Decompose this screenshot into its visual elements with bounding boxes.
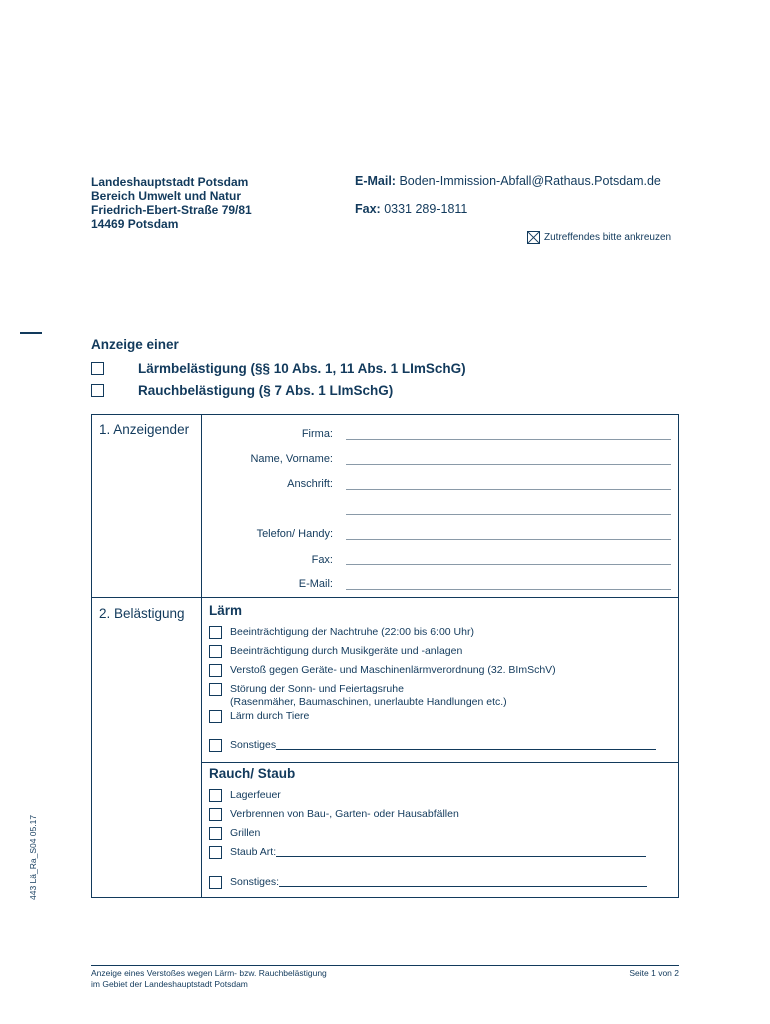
- rauch-item-staub[interactable]: [209, 846, 646, 859]
- field-label-name: Name, Vorname:: [250, 453, 333, 465]
- check-hint: [527, 231, 671, 244]
- rauch-lagerfeuer-checkbox[interactable]: [209, 789, 222, 802]
- field-label-fax: Fax:: [311, 554, 333, 566]
- laerm-item-maschinen[interactable]: [209, 664, 556, 677]
- field-label-email: E-Mail:: [298, 578, 333, 590]
- laerm-musik-checkbox[interactable]: [209, 645, 222, 658]
- email-value[interactable]: Boden-Immission-Abfall@Rathaus.Potsdam.de: [399, 174, 661, 188]
- laerm-item-sonntag[interactable]: [209, 683, 507, 709]
- recipient-address: [91, 175, 252, 231]
- email-line: [355, 174, 661, 188]
- rauch-item-lagerfeuer[interactable]: [209, 789, 281, 802]
- laerm-item-label: Beeinträchtigung der Nachtruhe (22:00 bis 6:00 Uhr): [230, 626, 474, 638]
- option-rauch[interactable]: [91, 383, 393, 398]
- rauch-item-verbrennen[interactable]: [209, 808, 459, 821]
- field-label-telefon: Telefon/ Handy:: [256, 528, 333, 540]
- check-hint-text: Zutreffendes bitte ankreuzen: [544, 232, 672, 243]
- address-line-4: 14469 Potsdam: [91, 217, 179, 231]
- laerm-item-label: Beeinträchtigung durch Musikgeräte und -anlagen: [230, 645, 463, 657]
- section-divider: [91, 597, 679, 598]
- rauch-verbrennen-checkbox[interactable]: [209, 808, 222, 821]
- option-laerm[interactable]: [91, 361, 466, 376]
- laerm-item-label: Lärm durch Tiere: [230, 710, 310, 722]
- option-laerm-label: Lärmbelästigung (§§ 10 Abs. 1, 11 Abs. 1 LImSchG): [138, 361, 466, 376]
- rauch-grillen-checkbox[interactable]: [209, 827, 222, 840]
- laerm-item-musik[interactable]: [209, 645, 462, 658]
- address-line-3: Friedrich-Ebert-Straße 79/81: [91, 203, 252, 217]
- section-1-title: 1. Anzeigender: [99, 422, 190, 437]
- field-input-telefon[interactable]: [346, 539, 671, 540]
- rauch-staub-checkbox[interactable]: [209, 846, 222, 859]
- rauch-item-label: Verbrennen von Bau-, Garten- oder Hausabfällen: [230, 808, 459, 820]
- laerm-item-tiere[interactable]: [209, 710, 309, 723]
- field-input-anschrift[interactable]: [346, 489, 671, 490]
- rauch-item-sonstiges[interactable]: [209, 876, 647, 889]
- rauch-staub-label: Staub Art:: [230, 846, 277, 858]
- laerm-nachtruhe-checkbox[interactable]: [209, 626, 222, 639]
- laerm-heading: Lärm: [209, 603, 243, 618]
- fax-label: Fax:: [355, 202, 381, 216]
- fold-mark: [20, 332, 42, 334]
- fax-value: 0331 289-1811: [384, 202, 468, 216]
- laerm-item-nachtruhe[interactable]: [209, 626, 474, 639]
- crossed-checkbox-icon: [527, 231, 540, 244]
- address-line-2: Bereich Umwelt und Natur: [91, 189, 242, 203]
- laerm-item-label: [230, 683, 507, 709]
- laerm-tiere-checkbox[interactable]: [209, 710, 222, 723]
- laerm-sonstiges-checkbox[interactable]: [209, 739, 222, 752]
- field-label-anschrift: Anschrift:: [287, 478, 333, 490]
- laerm-sonntag-line-2: (Rasenmäher, Baumaschinen, unerlaubte Handlungen etc.): [230, 696, 507, 708]
- section-2-title: 2. Belästigung: [99, 606, 185, 621]
- rauch-item-label: Lagerfeuer: [230, 789, 281, 801]
- footer-rule: [91, 965, 679, 966]
- rauch-sonstiges-input[interactable]: [279, 876, 647, 887]
- rauch-item-label: Grillen: [230, 827, 261, 839]
- option-rauch-checkbox[interactable]: [91, 384, 104, 397]
- laerm-sonntag-checkbox[interactable]: [209, 683, 222, 696]
- page-number: Seite 1 von 2: [629, 968, 679, 978]
- subsection-divider: [201, 762, 679, 763]
- rauch-heading: Rauch/ Staub: [209, 766, 296, 781]
- rauch-item-grillen[interactable]: [209, 827, 260, 840]
- laerm-item-label: Verstoß gegen Geräte- und Maschinenlärmverordnung (32. BImSchV): [230, 664, 556, 676]
- email-label: E-Mail:: [355, 174, 396, 188]
- footer-line-2: im Gebiet der Landeshauptstadt Potsdam: [91, 979, 248, 989]
- option-rauch-label: Rauchbelästigung (§ 7 Abs. 1 LImSchG): [138, 383, 394, 398]
- form-heading: Anzeige einer: [91, 337, 179, 352]
- field-input-name[interactable]: [346, 464, 671, 465]
- laerm-sonstiges-input[interactable]: [276, 739, 656, 750]
- footer-left: [91, 968, 327, 990]
- option-laerm-checkbox[interactable]: [91, 362, 104, 375]
- fax-line: [355, 202, 467, 216]
- laerm-sonntag-line-1: Störung der Sonn- und Feiertagsruhe: [230, 683, 404, 695]
- laerm-maschinen-checkbox[interactable]: [209, 664, 222, 677]
- footer-line-1: Anzeige eines Verstoßes wegen Lärm- bzw. Rauchbelästigung: [91, 968, 327, 978]
- laerm-sonstiges-label: Sonstiges: [230, 739, 277, 751]
- field-input-fax[interactable]: [346, 564, 671, 565]
- field-label-firma: Firma:: [301, 428, 333, 440]
- field-input-anschrift-2[interactable]: [346, 514, 671, 515]
- laerm-item-sonstiges[interactable]: [209, 739, 656, 752]
- form-code: 443 Lä_Ra_S04 05.17: [28, 814, 38, 900]
- field-input-firma[interactable]: [346, 439, 671, 440]
- rauch-staub-input[interactable]: [276, 846, 646, 857]
- field-input-email[interactable]: [346, 589, 671, 590]
- address-line-1: Landeshauptstadt Potsdam: [91, 175, 249, 189]
- rauch-sonstiges-checkbox[interactable]: [209, 876, 222, 889]
- rauch-sonstiges-label: Sonstiges:: [230, 876, 280, 888]
